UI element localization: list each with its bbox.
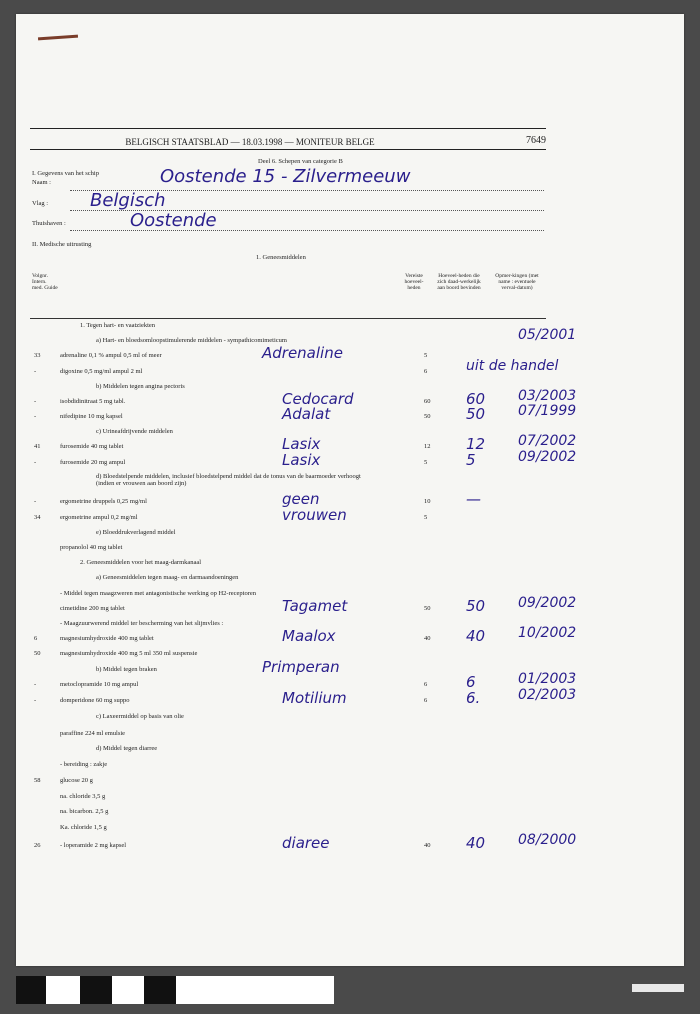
row-text: b) Middelen tegen angina pectoris bbox=[96, 383, 185, 390]
row-number: - bbox=[34, 681, 37, 688]
row-brand-handwritten: Lasix bbox=[282, 451, 321, 469]
row-required: 50 bbox=[424, 413, 431, 420]
page-number: 7649 bbox=[526, 135, 546, 146]
table-header-rule bbox=[30, 318, 546, 319]
row-text: - Maagzuurwerend middel ter bescherming van het slijmvlies : bbox=[60, 620, 224, 627]
row-text: a) Hart- en bloedsomloopstimulerende middelen - sympathicomimeticum bbox=[96, 337, 287, 344]
row-number: - bbox=[34, 368, 37, 375]
row-note-handwritten: 05/2001 bbox=[518, 327, 577, 343]
row-text: b) Middel tegen braken bbox=[96, 666, 157, 673]
vlag-value: Belgisch bbox=[90, 190, 166, 211]
scan-block-1 bbox=[16, 976, 46, 1004]
header-rule bbox=[30, 149, 546, 150]
naam-label: Naam : bbox=[32, 179, 51, 186]
haven-value: Oostende bbox=[130, 210, 217, 231]
row-number: - bbox=[34, 498, 37, 505]
row-note-handwritten: 02/2003 bbox=[518, 687, 577, 703]
row-brand-handwritten: geen bbox=[282, 490, 320, 508]
row-required: 6 bbox=[424, 697, 428, 704]
row-text: a) Geneesmiddelen tegen maag- en darmaandoeningen bbox=[96, 574, 239, 581]
row-text: cimetidine 200 mg tablet bbox=[60, 605, 125, 612]
row-note-handwritten: 09/2002 bbox=[518, 595, 577, 611]
row-number: 34 bbox=[34, 514, 41, 521]
row-text: - Middel tegen maagzweren met antagonistische werking op H2-receptoren bbox=[60, 590, 257, 597]
row-brand-handwritten: Adalat bbox=[282, 405, 331, 423]
row-required: 60 bbox=[424, 398, 431, 405]
medical-section: II. Medische uitrusting bbox=[32, 241, 92, 248]
scan-block-2 bbox=[80, 976, 112, 1004]
row-text: 2. Geneesmiddelen voor het maag-darmkanaal bbox=[80, 559, 202, 566]
scan-block-3 bbox=[144, 976, 176, 1004]
col-header-nr: Volgnr. Intern. med. Guide bbox=[32, 273, 58, 291]
document-page bbox=[16, 14, 684, 966]
vlag-label: Vlag : bbox=[32, 200, 49, 207]
row-text: glucose 20 g bbox=[60, 777, 93, 784]
row-number: 58 bbox=[34, 777, 41, 784]
row-number: 26 bbox=[34, 842, 41, 849]
row-text: d) Middel tegen diarree bbox=[96, 745, 158, 752]
row-note-handwritten: uit de handel bbox=[466, 358, 559, 374]
row-text: metoclopramide 10 mg ampul bbox=[60, 681, 139, 688]
row-number: - bbox=[34, 413, 37, 420]
row-brand-handwritten: diaree bbox=[282, 834, 330, 852]
row-text: propanolol 40 mg tablet bbox=[60, 544, 123, 551]
subtitle: Deel 6. Schepen van categorie B bbox=[258, 158, 343, 165]
row-quantity-handwritten: 40 bbox=[466, 834, 486, 852]
col-header-note: Opmer-kingen (met name : eventuele verval-datum) bbox=[495, 273, 539, 291]
row-required: 50 bbox=[424, 605, 431, 612]
row-text: furosemide 40 mg tablet bbox=[60, 443, 124, 450]
row-note-handwritten: 07/1999 bbox=[518, 403, 577, 419]
row-required: 10 bbox=[424, 498, 431, 505]
row-text: d) Bloedstelpende middelen, inclusief bloedstelpend middel dat de tonus van de baarmoeder verhoogt (indien er vrouwen aan boord zijn) bbox=[96, 473, 361, 487]
row-brand-handwritten: vrouwen bbox=[282, 506, 347, 524]
row-brand-handwritten: Adrenaline bbox=[262, 344, 343, 362]
row-text: ergometrine druppels 0,25 mg/ml bbox=[60, 498, 147, 505]
row-quantity-handwritten: — bbox=[466, 490, 481, 508]
row-note-handwritten: 10/2002 bbox=[518, 625, 577, 641]
row-quantity-handwritten: 6 bbox=[466, 673, 476, 691]
row-number: 33 bbox=[34, 352, 41, 359]
row-text: furosemide 20 mg ampul bbox=[60, 459, 126, 466]
row-quantity-handwritten: 5 bbox=[466, 451, 476, 469]
row-brand-handwritten: Lasix bbox=[282, 435, 321, 453]
row-required: 5 bbox=[424, 459, 428, 466]
row-text: digoxine 0,5 mg/ml ampul 2 ml bbox=[60, 368, 143, 375]
row-required: 40 bbox=[424, 842, 431, 849]
row-text: ergometrine ampul 0,2 mg/ml bbox=[60, 514, 138, 521]
row-quantity-handwritten: 12 bbox=[466, 435, 486, 453]
haven-label: Thuishaven : bbox=[32, 220, 66, 227]
row-text: - loperamide 2 mg kapsel bbox=[60, 842, 127, 849]
row-text: paraffine 224 ml emulsie bbox=[60, 730, 126, 737]
page-header bbox=[30, 128, 546, 147]
row-required: 40 bbox=[424, 635, 431, 642]
row-quantity-handwritten: 50 bbox=[466, 597, 486, 615]
row-text: isobdidinitraat 5 mg tabl. bbox=[60, 398, 126, 405]
row-note-handwritten: 07/2002 bbox=[518, 433, 577, 449]
row-note-handwritten: 01/2003 bbox=[518, 671, 577, 687]
row-text: magnesiumhydroxide 400 mg tablet bbox=[60, 635, 154, 642]
row-note-handwritten: 08/2000 bbox=[518, 832, 577, 848]
row-number: 50 bbox=[34, 650, 41, 657]
row-text: na. chloride 3,5 g bbox=[60, 793, 106, 800]
medical-sub: 1. Geneesmiddelen bbox=[256, 254, 306, 261]
row-quantity-handwritten: 60 bbox=[466, 390, 486, 408]
row-required: 5 bbox=[424, 514, 428, 521]
row-text: magnesiumhydroxide 400 mg 5 ml 350 ml suspensie bbox=[60, 650, 198, 657]
row-required: 5 bbox=[424, 352, 428, 359]
row-text: nifedipine 10 mg kapsel bbox=[60, 413, 123, 420]
row-number: 41 bbox=[34, 443, 41, 450]
row-number: - bbox=[34, 398, 37, 405]
archive-label bbox=[632, 984, 684, 992]
row-required: 12 bbox=[424, 443, 431, 450]
row-text: c) Urineafdrijvende middelen bbox=[96, 428, 173, 435]
row-text: domperidone 60 mg suppo bbox=[60, 697, 130, 704]
row-number: - bbox=[34, 459, 37, 466]
row-required: 6 bbox=[424, 681, 428, 688]
row-text: Ka. chloride 1,5 g bbox=[60, 824, 107, 831]
row-brand-handwritten: Maalox bbox=[282, 627, 336, 645]
row-quantity-handwritten: 40 bbox=[466, 627, 486, 645]
row-text: adrenaline 0,1 % ampul 0,5 ml of meer bbox=[60, 352, 162, 359]
header-title: BELGISCH STAATSBLAD — 18.03.1998 — MONITEUR BELGE bbox=[125, 137, 375, 147]
row-brand-handwritten: Tagamet bbox=[282, 597, 348, 615]
row-text: e) Bloeddrukverlagend middel bbox=[96, 529, 176, 536]
naam-value: Oostende 15 - Zilvermeeuw bbox=[160, 166, 411, 187]
row-required: 6 bbox=[424, 368, 428, 375]
col-header-qty: Hoeveel-heden die zich daad-werkelijk aan boord bevinden bbox=[437, 273, 481, 291]
row-text: na. bicarbon. 2,5 g bbox=[60, 808, 109, 815]
row-quantity-handwritten: 6. bbox=[466, 689, 481, 707]
col-header-req: Vereiste hoeveel-heden bbox=[404, 273, 424, 291]
row-note-handwritten: 09/2002 bbox=[518, 449, 577, 465]
row-brand-handwritten: Motilium bbox=[282, 689, 347, 707]
row-text: 1. Tegen hart- en vaatziekten bbox=[80, 322, 156, 329]
row-brand-handwritten: Cedocard bbox=[282, 390, 354, 408]
row-text: c) Laxeermiddel op basis van olie bbox=[96, 713, 184, 720]
row-quantity-handwritten: 50 bbox=[466, 405, 486, 423]
ship-section: I. Gegevens van het schip bbox=[32, 170, 99, 177]
row-note-handwritten: 03/2003 bbox=[518, 388, 577, 404]
row-number: - bbox=[34, 697, 37, 704]
row-number: 6 bbox=[34, 635, 38, 642]
row-brand-handwritten: Primperan bbox=[262, 658, 340, 676]
row-text: - bereiding : zakje bbox=[60, 761, 108, 768]
